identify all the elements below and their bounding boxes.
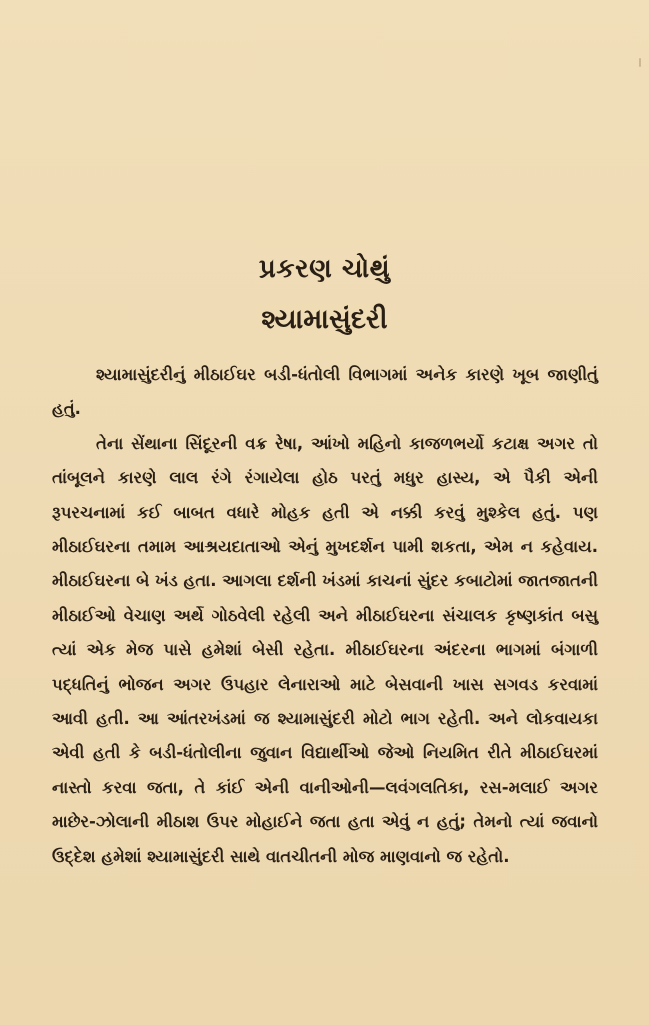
paragraph-2: તેના સેંથાના સિંદૂરની વક્ર રેષા, આંખો મહિનો કાજળભર્યો કટાક્ષ અગર તો તાંબૂલને કારણે લાલ રંગે રંગાયેલા હોઠ પરતું મધુર હાસ્ય, એ પૈકી એની રૂપરચનામાં કઈ બાબત વધારે મોહક હતી એ નક્કી કરવું મુશ્કેલ હતું. પણ મીઠાઈઘરના તમામ આશ્રયદાતાઓ એનું મુખદર્શન પામી શકતા, એમ ન કહેવાય. મીઠાઈઘરના બે ખંડ હતા. આગલા દર્શની ખંડમાં કાચનાં સુંદર કબાટોમાં જાતજાતની મીઠાઈઓ વેચાણ અર્થે ગોઠવેલી રહેલી અને મીઠાઈઘરના સંચાલક કૃષ્ણકાંત બસુ ત્યાં એક મેજ પાસે હમેશાં બેસી રહેતા. મીઠાઈઘરના અંદરના ભાગમાં બંગાળી પદ્ધતિનું ભોજન અગર ઉપહાર લેનારાઓ માટે બેસવાની ખાસ સગવડ કરવામાં આવી હતી. આ આંતરખંડમાં જ શ્યામાસુંદરી મોટો ભાગ રહેતી. અને લોકવાયકા એવી હતી કે બડી-ધંતોલીના જુવાન વિદ્યાર્થીઓ જેઓ નિયમિત રીતે મીઠાઈઘરમાં નાસ્તો કરવા જતા, તે કાંઈ એની વાનીઓની—લવંગલતિકા, રસ-મલાઈ અગર માછેર-ઝોલાની મીઠાશ ઉપર મોહાઈને જતા હતા એવું ન હતું; તેમનો ત્યાં જવાનો ઉદ્દેશ હમેશાં શ્યામાસુંદરી સાથે વાતચીતની મોજ માણવાનો જ રહેતો. — [52, 433, 598, 866]
body-text — [52, 358, 598, 874]
paper-speck — [639, 58, 641, 67]
paragraph-1: શ્યામાસુંદરીનું મીઠાઈઘર બડી-ધંતોલી વિભાગમાં અનેક કારણે ખૂબ જાણીતું હતું. — [52, 365, 598, 419]
chapter-heading: પ્રકરણ ચોથું — [258, 254, 391, 284]
chapter-title: શ્યામાસુંદરી — [261, 304, 388, 335]
